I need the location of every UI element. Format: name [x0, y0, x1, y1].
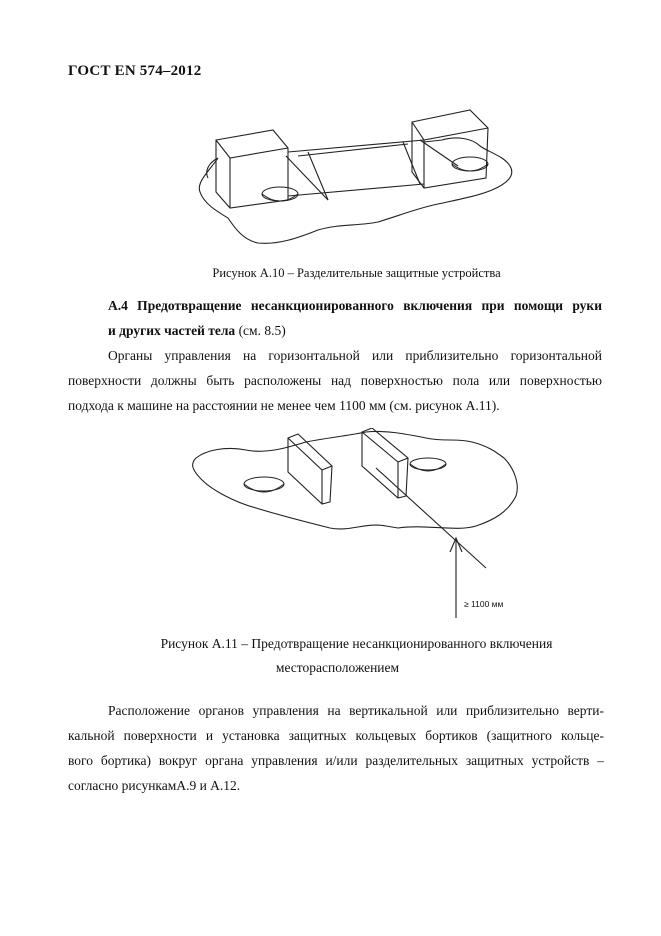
section-a4-reference: (см. 8.5)	[235, 323, 286, 338]
figure-a10-caption: Рисунок А.10 – Разделительные защитные устройства	[212, 266, 501, 280]
figure-a11-caption-line2: месторасположением	[275, 660, 400, 675]
section-a4-heading-text: А.4 Предотвращение несанкционированного включения при помощи руки	[108, 298, 602, 313]
final-para-line: кальной поверхности и установка защитных кольцевых бортиков (защитного кольце-	[68, 728, 604, 743]
section-a4-heading-continuation: и других частей тела	[108, 323, 236, 338]
figure-a11-drawing	[186, 428, 526, 618]
final-para-line: согласно рисункамА.9 и А.12.	[68, 778, 241, 793]
figure-a11-sight-line	[376, 468, 486, 568]
figure-a10-surface-outline	[199, 138, 511, 243]
figure-a11-surface-outline	[193, 431, 518, 528]
figure-a11-dimension-label: ≥ 1100 мм	[464, 599, 504, 609]
figure-a11-right-button	[410, 458, 446, 471]
figure-a10-left-button	[262, 187, 298, 201]
figure-a11-left-button	[244, 477, 284, 492]
final-para-line: вого бортика) вокруг органа управления и/или разделительных защитных устройств –	[68, 753, 604, 768]
figure-a11-left-block	[288, 434, 332, 504]
final-para-line: Расположение органов управления на вертикальной или приблизительно верти-	[108, 703, 604, 718]
figure-a10-left-guard	[216, 130, 288, 208]
section-a4-para-line: подхода к машине на расстоянии не менее чем 1100 мм (см. рисунок А.11).	[68, 398, 500, 413]
section-a4-heading-line1	[108, 294, 602, 319]
figure-a10-diagonal-lines	[286, 140, 458, 200]
figure-a10-drawing	[188, 100, 528, 250]
section-a4-para-line: Органы управления на горизонтальной или приблизительно горизонтальной	[108, 348, 602, 363]
figure-a10-right-button	[452, 157, 488, 171]
document-header: ГОСТ EN 574–2012	[68, 63, 202, 79]
section-a4-para-line: поверхности должны быть расположены над поверхностью пола или поверхностью	[68, 373, 602, 388]
figure-a10-connecting-beam	[288, 140, 424, 200]
section-a4-heading-line2	[108, 319, 602, 344]
figure-a10-right-guard	[412, 110, 488, 188]
figure-a11-right-block	[362, 428, 408, 498]
figure-a11-caption-line1: Рисунок А.11 – Предотвращение несанкционированного включения	[160, 636, 553, 651]
